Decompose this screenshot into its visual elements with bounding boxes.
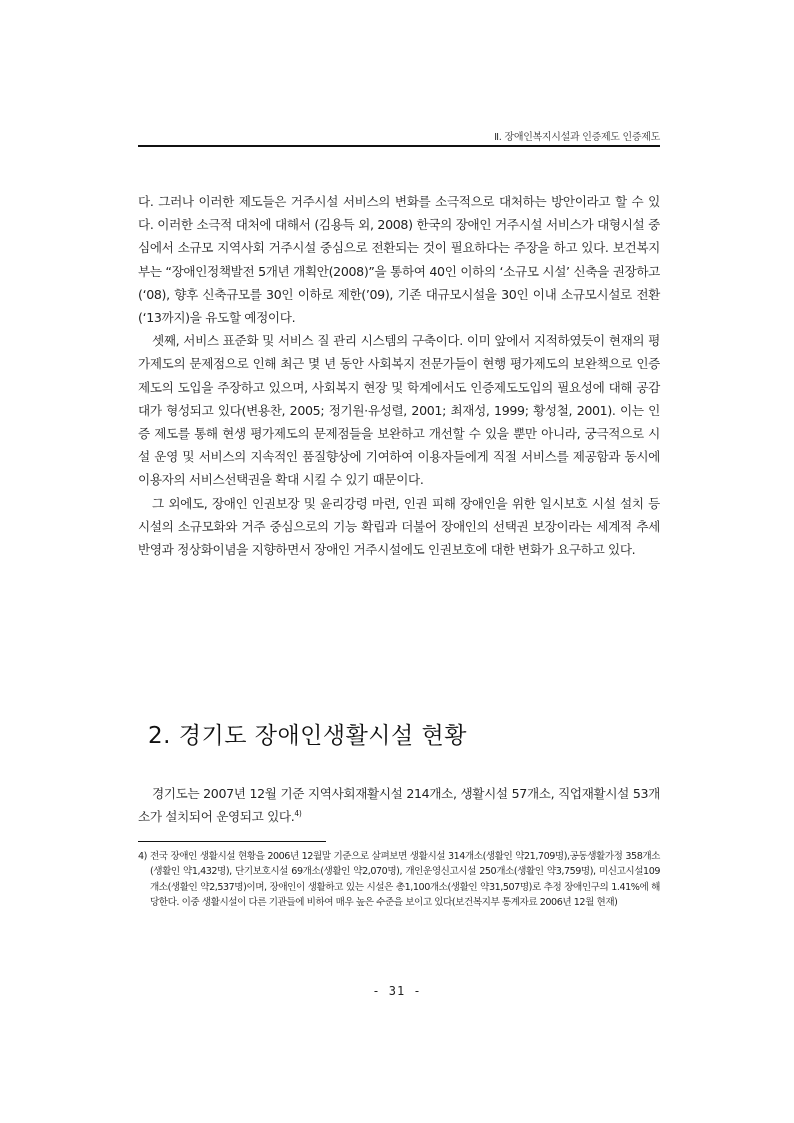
footnote-reference[interactable]: 4): [294, 809, 302, 819]
section-paragraph-text: 경기도는 2007년 12월 기준 지역사회재활시설 214개소, 생활시설 57개소, 직업재활시설 53개소가 설치되어 운영되고 있다.: [138, 786, 660, 825]
body-paragraph-1: 다. 그러나 이러한 제도들은 거주시설 서비스의 변화를 소극적으로 대처하는 방안이라고 할 수 있다. 이러한 소극적 대처에 대해서 (김용득 외, 2008) 한국의 장애인 거주시설 서비스가 대형시설 중심에서 소규모 지역사회 거주시설 중심으로 전환되는 것이 필요하다는 주장을 하고 있다. 보건복지부는 “장애인정책발전 5개년 개획안(2008)”을 통하여 40인 이하의 ‘소규모 시설’ 신축을 권장하고(‘08), 향후 신축규모를 30인 이하로 제한(’09), 기존 대규모시설을 30인 이내 소규모시설로 전환(‘13까지)을 유도할 예정이다.: [138, 194, 660, 326]
body-text: [138, 190, 660, 561]
section-title: 2. 경기도 장애인생활시설 현황: [148, 723, 467, 749]
footnote: [138, 849, 660, 911]
footnote-number: 4): [138, 851, 147, 862]
page-number: - 31 -: [372, 984, 422, 998]
section-paragraph: [138, 782, 660, 828]
body-paragraph-3: 그 외에도, 장애인 인권보장 및 윤리강령 마련, 인권 피해 장애인을 위한 일시보호 시설 설치 등 시설의 소규모화와 거주 중심으로의 기능 확립과 더불어 장애인의 선택권 보장이라는 세계적 추세 반영과 정상화이념을 지향하면서 장애인 거주시설에도 인권보호에 대한 변화가 요구하고 있다.: [138, 495, 660, 558]
footnote-text: 전국 장애인 생활시설 현황을 2006년 12월말 기준으로 살펴보면 생활시설 314개소(생활인 약21,709명),공동생활가정 358개소(생활인 약1,432명), 단기보호시설 69개소(생활인 약2,070명), 개인운영신고시설 250개소(생활인 약3,759명), 미신고시설109개소(생활인 약2,537명)이며, 장애인이 생활하고 있는 시설은 총1,100개소(생활인 약31,507명)로 추정 장애인구의 1.41%에 해당한다. 이중 생활시설이 다른 기관들에 비하여 매우 높은 수준을 보이고 있다(보건복지부 통계자료 2006년 12월 현재): [149, 851, 660, 909]
header-rule: [138, 145, 660, 147]
running-header: Ⅱ. 장애인복지시설과 인증제도 인증제도: [494, 132, 660, 143]
footnote-rule: [138, 841, 326, 842]
body-paragraph-2: 셋째, 서비스 표준화 및 서비스 질 관리 시스템의 구축이다. 이미 앞에서 지적하였듯이 현재의 평가제도의 문제점으로 인해 최근 몇 년 동안 사회복지 전문가들이 현행 평가제도의 보완책으로 인증제도의 도입을 주장하고 있으며, 사회복지 현장 및 학계에서도 인증제도도입의 필요성에 대해 공감대가 형성되고 있다(변용찬, 2005; 정기원·유성렬, 2001; 최재성, 1999; 황성철, 2001). 이는 인증 제도를 통해 현생 평가제도의 문제점들을 보완하고 개선할 수 있을 뿐만 아니라, 궁극적으로 시설 운영 및 서비스의 지속적인 품질향상에 기여하여 이용자들에게 직절 서비스를 제공함과 동시에 이용자의 서비스선택권을 확대 시킬 수 있기 때문이다.: [138, 333, 660, 488]
